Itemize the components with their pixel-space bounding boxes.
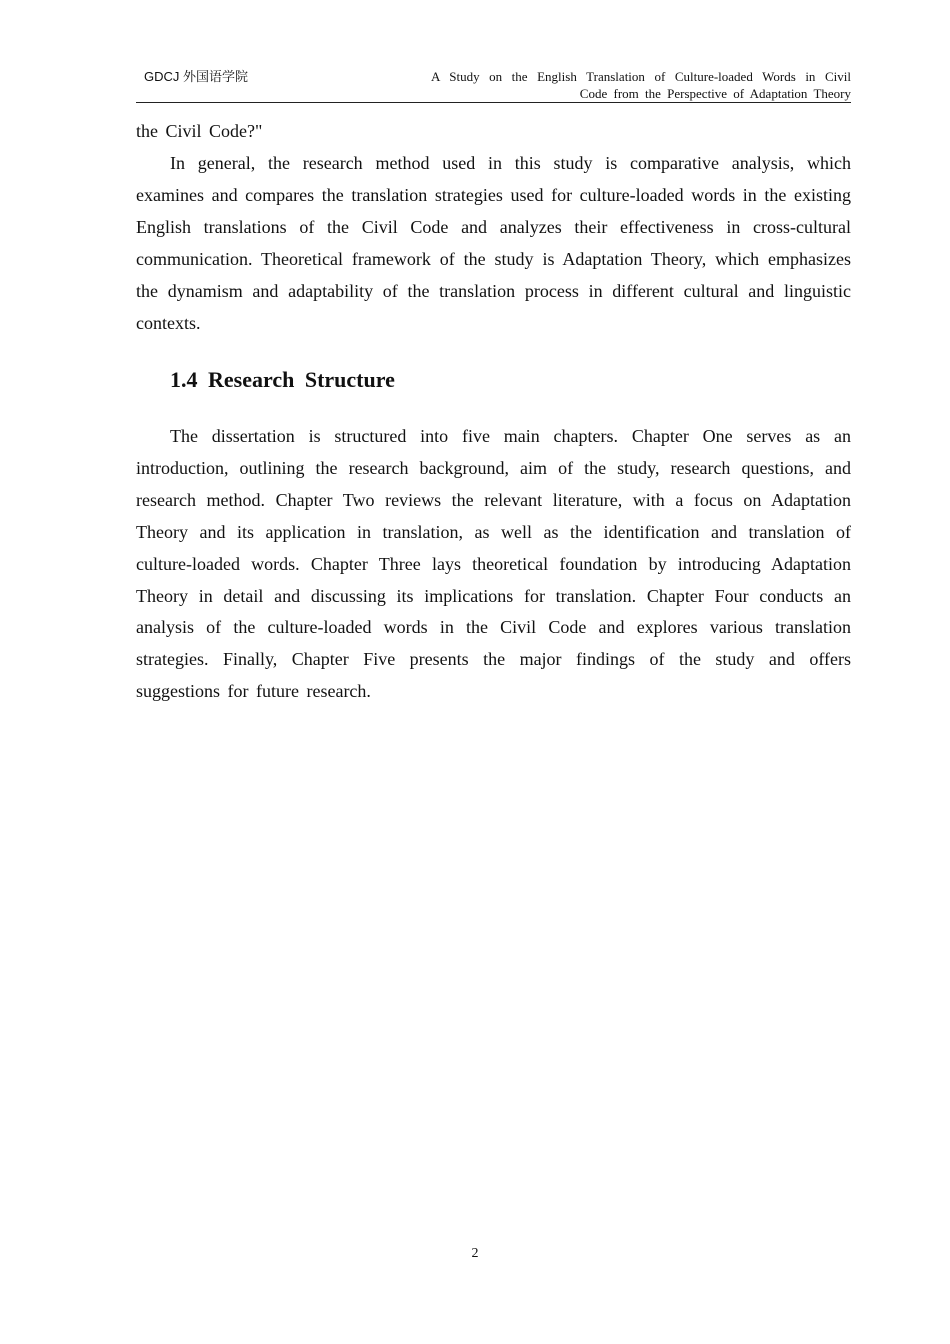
continuation-line: the Civil Code?"	[136, 121, 263, 141]
page-header	[136, 68, 851, 103]
section-heading: 1.4 Research Structure	[170, 367, 395, 392]
header-institution: GDCJ 外国语学院	[144, 69, 249, 84]
research-structure-paragraph: The dissertation is structured into five main chapters. Chapter One serves as an introduction, outlining the research background, aim of the study, research questions, and research method. Chapter Two reviews the relevant literature, with a focus on Adaptation Theory and its application in translation, as well as the identification and translation of culture-loaded words. Chapter Three lays theoretical foundation by introducing Adaptation Theory in detail and discussing its implications for translation. Chapter Four conducts an analysis of the culture-loaded words in the Civil Code and explores various translation strategies. Finally, Chapter Five presents the major findings of the study and offers suggestions for future research.	[136, 426, 851, 702]
page-number: 2	[471, 1246, 479, 1261]
research-method-paragraph: In general, the research method used in this study is comparative analysis, which examines and compares the translation strategies used for culture-loaded words in the existing English translations of the Civil Code and analyzes their effectiveness in cross-cultural communication. Theoretical framework of the study is Adaptation Theory, which emphasizes the dynamism and adaptability of the translation process in different cultural and linguistic contexts.	[136, 153, 851, 333]
header-thesis-title: A Study on the English Translation of Culture-loaded Words in Civil Code from the Perspective of Adaptation Theory	[431, 69, 851, 101]
